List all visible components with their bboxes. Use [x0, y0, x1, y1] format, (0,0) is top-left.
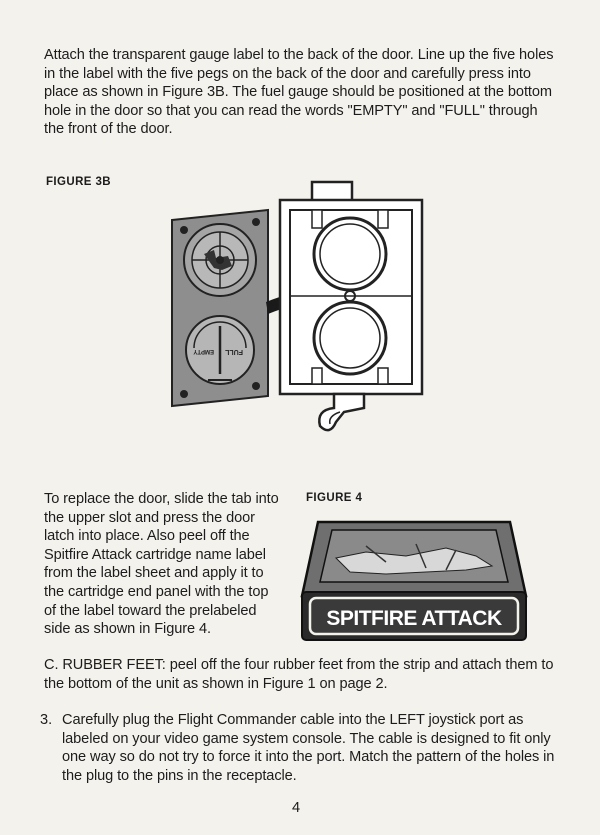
gauge-label-panel	[172, 210, 268, 406]
cartridge-door	[280, 182, 422, 430]
rubber-feet-paragraph: C. RUBBER FEET: peel off the four rubber feet from the strip and attach them to the bottom of the unit as shown in Figure 1 on page 2.	[44, 657, 554, 692]
figure-4-illustration	[296, 512, 532, 646]
replace-door-paragraph: To replace the door, slide the tab into the upper slot and press the door latch into place. Also peel off the Spitfire Attack cartridge name label from the label sheet and apply it to the cartridge end panel with the top of the label toward the prelabeled side as shown in Figure 4.	[44, 491, 279, 638]
figure-3b-illustration	[170, 180, 430, 450]
figure-4-caption: FIGURE 4	[306, 492, 363, 504]
gauge-full-text: FULL	[225, 348, 243, 355]
step-3-number: 3.	[40, 712, 53, 728]
cartridge-label-text: SPITFIRE ATTACK	[326, 607, 502, 630]
page-number: 4	[292, 800, 301, 816]
gauge-empty-text: EMPTY	[193, 348, 214, 354]
step-3-paragraph: Carefully plug the Flight Commander cable into the LEFT joystick port as labeled on your video game system console. The cable is designed to fit only one way so do not try to force it into the port. Match the pattern of the holes in the plug to the pins in the receptacle.	[62, 712, 555, 784]
figure-3b-caption: FIGURE 3B	[46, 176, 111, 188]
cartridge-end-panel	[302, 522, 526, 640]
attach-label-paragraph: Attach the transparent gauge label to the back of the door. Line up the five holes in the label with the five pegs on the back of the door and carefully press into place as shown in Figure 3B. The fuel gauge should be positioned at the bottom hole in the door so that you can read the words "EMPTY" and "FULL" through the front of the door.	[44, 47, 554, 138]
